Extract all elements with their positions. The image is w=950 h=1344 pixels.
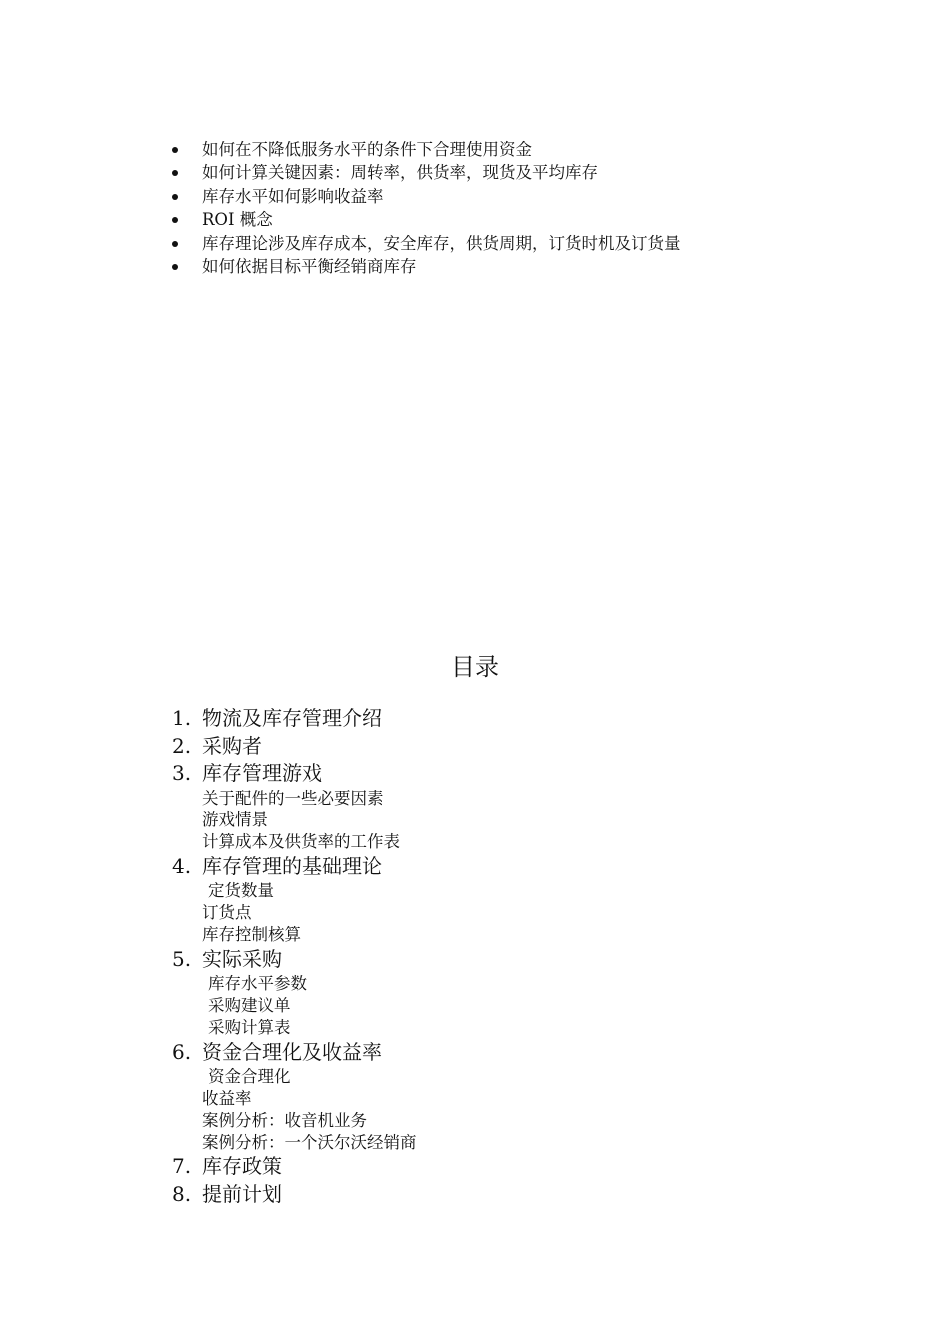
toc-section-7 (172, 1153, 417, 1181)
toc-subitem: 采购建议单 (208, 996, 291, 1016)
objectives-list (172, 138, 681, 278)
list-item (172, 255, 681, 278)
toc-subitem: 关于配件的一些必要因素 (202, 788, 384, 808)
toc-section-number: 2. (172, 733, 192, 758)
list-item-text: 库存理论涉及库存成本，安全库存，供货周期，订货时机及订货量 (202, 233, 681, 253)
toc-subitem: 库存水平参数 (208, 974, 307, 994)
toc-section-title: 资金合理化及收益率 (202, 1039, 382, 1064)
bullet-icon (172, 241, 178, 247)
list-item (172, 208, 681, 231)
toc-subitem: 收益率 (202, 1088, 252, 1108)
toc-subitem: 游戏情景 (202, 810, 268, 830)
toc-section-title: 实际采购 (202, 946, 282, 971)
bullet-icon (172, 147, 178, 153)
bullet-icon (172, 217, 178, 223)
list-item-text: 如何依据目标平衡经销商库存 (202, 256, 417, 276)
toc-subitem: 定货数量 (208, 881, 274, 901)
toc-section-5 (172, 946, 417, 974)
list-item-text: 如何计算关键因素：周转率，供货率，现货及平均库存 (202, 163, 598, 183)
toc-section-title: 库存管理的基础理论 (202, 853, 382, 878)
list-item (172, 161, 681, 184)
toc-section-title: 提前计划 (202, 1181, 282, 1206)
toc-section-title: 库存政策 (202, 1154, 282, 1179)
bullet-icon (172, 264, 178, 270)
toc-section-2 (172, 733, 417, 761)
toc-section-number: 8. (172, 1181, 192, 1206)
toc-section-title: 物流及库存管理介绍 (202, 706, 382, 730)
list-item (172, 185, 681, 208)
toc-section-number: 4. (172, 853, 192, 878)
toc-section-number: 1. (172, 706, 192, 730)
bullet-icon (172, 194, 178, 200)
table-of-contents (172, 705, 417, 1208)
toc-section-number: 6. (172, 1039, 192, 1064)
toc-section-number: 5. (172, 946, 192, 971)
bullet-icon (172, 170, 178, 176)
toc-section-number: 7. (172, 1154, 192, 1179)
toc-section-title: 库存管理游戏 (202, 761, 322, 785)
list-item (172, 138, 681, 161)
toc-subitem: 库存控制核算 (202, 924, 301, 944)
list-item (172, 232, 681, 255)
toc-section-8 (172, 1181, 417, 1209)
toc-subitem: 案例分析：一个沃尔沃经销商 (202, 1132, 417, 1152)
toc-section-6 (172, 1039, 417, 1067)
toc-section-title: 采购者 (202, 733, 262, 758)
list-item-text: 库存水平如何影响收益率 (202, 186, 384, 206)
list-item-text: 如何在不降低服务水平的条件下合理使用资金 (202, 140, 532, 159)
toc-subitem: 订货点 (202, 903, 252, 923)
toc-subitem: 资金合理化 (208, 1067, 291, 1087)
toc-title: 目录 (451, 653, 499, 681)
toc-section-1 (172, 705, 417, 733)
toc-subitem: 采购计算表 (208, 1017, 291, 1037)
list-item-text: ROI 概念 (202, 210, 273, 230)
toc-section-number: 3. (172, 761, 192, 785)
toc-section-3 (172, 760, 417, 788)
toc-section-4 (172, 853, 417, 881)
toc-subitem: 计算成本及供货率的工作表 (202, 832, 400, 852)
toc-subitem: 案例分析：收音机业务 (202, 1110, 367, 1130)
